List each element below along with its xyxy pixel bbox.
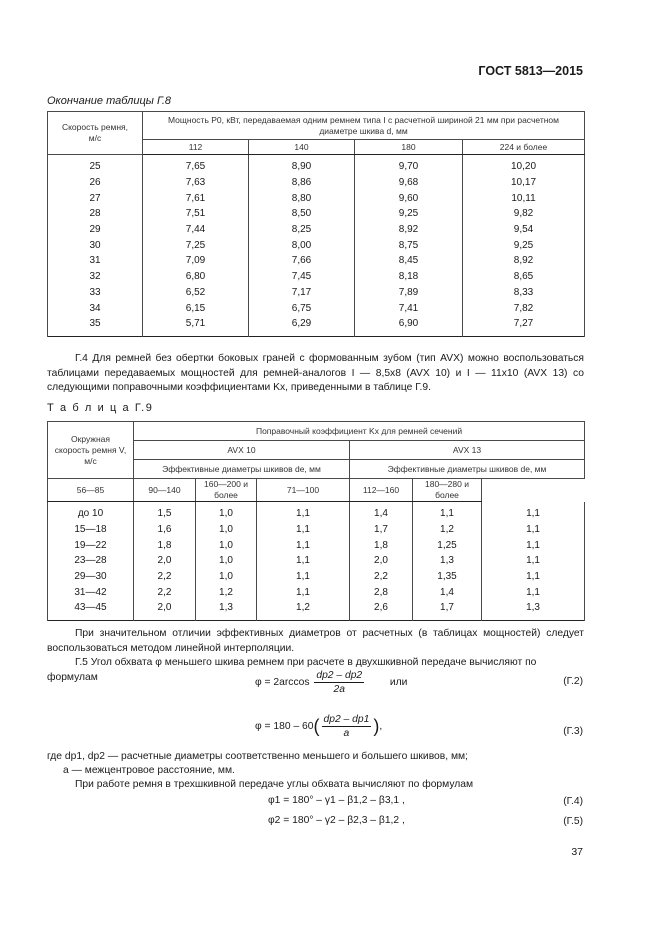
coefficient-cell: 1,3	[482, 600, 585, 620]
coefficient-cell: 1,4	[413, 584, 482, 600]
standard-number: ГОСТ 5813—2015	[478, 64, 583, 78]
coefficient-cell: 2,2	[134, 569, 196, 585]
coefficient-cell: 1,8	[134, 537, 196, 553]
power-cell: 7,41	[355, 300, 463, 316]
power-cell: 8,33	[463, 285, 585, 301]
coefficient-cell: 1,1	[257, 537, 350, 553]
power-cell: 7,51	[143, 206, 249, 222]
table-row	[48, 269, 585, 285]
t9-range-header: 160—200 и более	[196, 479, 257, 502]
coefficient-cell: 1,25	[413, 537, 482, 553]
paragraph-g4-text: Г.4 Для ремней без обертки боковых граней с формованным зубом (тип AVX) можно воспользоваться таблицами передаваемых мощностей для ремней-аналогов I — 8,5х8 (AVX 10) и I — 11х10 (AVX 13) со следующими поправочными коэффициентами Kx, приведенными в таблице Г.9.	[47, 353, 584, 393]
power-cell: 8,50	[249, 206, 355, 222]
formula-g3: φ = 180 – 60( $\frac{dp2 - dp1}{a}$ ),	[255, 714, 383, 739]
power-cell: 7,63	[143, 175, 249, 191]
table-row	[48, 316, 585, 336]
formula-g3-number: (Г.3)	[563, 726, 583, 737]
coefficient-cell: 1,0	[196, 537, 257, 553]
table-row	[48, 175, 585, 191]
t9-section-avx13: AVX 13	[350, 441, 585, 460]
coefficient-cell: 1,3	[196, 600, 257, 620]
power-cell: 7,66	[249, 253, 355, 269]
power-cell: 9,25	[355, 206, 463, 222]
t8-power-header: Мощность P0, кВт, передаваемая одним ремнем типа I с расчетной шириной 21 мм при расчетном диаметре шкива d, мм	[143, 112, 585, 140]
power-cell: 9,25	[463, 237, 585, 253]
coefficient-cell: 1,1	[482, 584, 585, 600]
coefficient-cell: 2,6	[350, 600, 413, 620]
power-cell: 9,70	[355, 155, 463, 175]
table-row	[48, 600, 585, 620]
formula-g4: φ1 = 180° – γ1 – β1,2 – β3,1 ,	[268, 795, 405, 806]
power-cell: 7,44	[143, 222, 249, 238]
table-g8-caption: Окончание таблицы Г.8	[47, 95, 171, 107]
coefficient-cell: 1,1	[257, 569, 350, 585]
power-cell: 7,89	[355, 285, 463, 301]
power-cell: 7,65	[143, 155, 249, 175]
t9-range-header: 56—85	[48, 479, 134, 502]
speed-cell: 25	[48, 155, 143, 175]
coefficient-cell: 1,1	[482, 502, 585, 522]
coefficient-cell: 1,8	[350, 537, 413, 553]
table-row	[48, 569, 585, 585]
t9-section-avx10: AVX 10	[134, 441, 350, 460]
power-cell: 10,17	[463, 175, 585, 191]
power-cell: 6,52	[143, 285, 249, 301]
coefficient-cell: 1,2	[196, 584, 257, 600]
table-row	[48, 237, 585, 253]
table-row	[48, 190, 585, 206]
speed-cell: 31	[48, 253, 143, 269]
t9-col-speed-header: Окружная скорость ремня V, м/с	[48, 422, 134, 479]
paragraph-three-pulley	[47, 778, 584, 793]
formula-g2	[255, 670, 407, 695]
coefficient-cell: 2,0	[350, 553, 413, 569]
coefficient-cell: 1,1	[257, 502, 350, 522]
coefficient-cell: 2,0	[134, 600, 196, 620]
power-cell: 8,45	[355, 253, 463, 269]
coefficient-cell: 2,8	[350, 584, 413, 600]
speed-cell: 29—30	[48, 569, 134, 585]
t8-diameter-header: 112	[143, 140, 249, 155]
power-cell: 6,75	[249, 300, 355, 316]
table-row	[48, 300, 585, 316]
coefficient-cell: 1,2	[257, 600, 350, 620]
t8-diameter-header: 140	[249, 140, 355, 155]
table-row	[48, 206, 585, 222]
power-cell: 7,82	[463, 300, 585, 316]
where-line-2: a — межцентровое расстояние, мм.	[63, 765, 235, 776]
coefficient-cell: 1,7	[413, 600, 482, 620]
t8-diameter-header: 224 и более	[463, 140, 585, 155]
table-g9-caption: Т а б л и ц а Г.9	[47, 402, 154, 414]
power-cell: 10,20	[463, 155, 585, 175]
speed-cell: до 10	[48, 502, 134, 522]
coefficient-cell: 2,0	[134, 553, 196, 569]
speed-cell: 23—28	[48, 553, 134, 569]
coefficient-cell: 1,4	[350, 502, 413, 522]
paragraph-three-pulley-text: При работе ремня в трехшкивной передаче углы обхвата вычисляют по формулам	[75, 779, 474, 790]
coefficient-cell: 1,0	[196, 502, 257, 522]
formula-g3-denominator: a	[343, 728, 350, 739]
coefficient-cell: 1,35	[413, 569, 482, 585]
coefficient-cell: 1,1	[257, 584, 350, 600]
speed-cell: 35	[48, 316, 143, 336]
coefficient-cell: 1,1	[482, 537, 585, 553]
table-row	[48, 553, 585, 569]
coefficient-cell: 1,0	[196, 569, 257, 585]
power-cell: 8,00	[249, 237, 355, 253]
power-cell: 9,68	[355, 175, 463, 191]
coefficient-cell: 1,7	[350, 522, 413, 538]
t8-diameter-header: 180	[355, 140, 463, 155]
formula-g2-denominator: 2a	[333, 684, 345, 695]
t9-range-header: 180—280 и более	[413, 479, 482, 502]
t9-range-header: 112—160	[350, 479, 413, 502]
power-cell: 9,60	[355, 190, 463, 206]
power-cell: 6,90	[355, 316, 463, 336]
coefficient-cell: 1,1	[482, 522, 585, 538]
table-row	[48, 285, 585, 301]
coefficient-cell: 1,1	[482, 553, 585, 569]
coefficient-cell: 1,1	[413, 502, 482, 522]
speed-cell: 30	[48, 237, 143, 253]
power-cell: 8,75	[355, 237, 463, 253]
speed-cell: 15—18	[48, 522, 134, 538]
formula-g2-number: (Г.2)	[563, 676, 583, 687]
paragraph-interpolation	[47, 627, 584, 656]
speed-cell: 43—45	[48, 600, 134, 620]
coefficient-cell: 1,0	[196, 553, 257, 569]
speed-cell: 28	[48, 206, 143, 222]
t9-diam-header-avx10: Эффективные диаметры шкивов de, мм	[134, 460, 350, 479]
power-cell: 6,15	[143, 300, 249, 316]
t9-range-header: 71—100	[257, 479, 350, 502]
t8-col-speed-header: Скорость ремня, м/с	[48, 112, 143, 155]
t9-diam-header-avx13: Эффективные диаметры шкивов de, мм	[350, 460, 585, 479]
speed-cell: 33	[48, 285, 143, 301]
power-cell: 7,25	[143, 237, 249, 253]
coefficient-cell: 1,2	[413, 522, 482, 538]
power-cell: 7,61	[143, 190, 249, 206]
power-cell: 8,80	[249, 190, 355, 206]
table-row	[48, 222, 585, 238]
power-cell: 6,80	[143, 269, 249, 285]
coefficient-cell: 1,6	[134, 522, 196, 538]
where-line-1: где dp1, dp2 — расчетные диаметры соответственно меньшего и большего шкивов, мм;	[47, 751, 468, 762]
formula-g3-numerator: dp2 – dp1	[323, 714, 370, 725]
power-cell: 7,09	[143, 253, 249, 269]
t9-range-header: 90—140	[134, 479, 196, 502]
power-cell: 5,71	[143, 316, 249, 336]
speed-cell: 34	[48, 300, 143, 316]
speed-cell: 19—22	[48, 537, 134, 553]
paragraph-g5-text: Г.5 Угол обхвата φ меньшего шкива ремнем при расчете в двухшкивной передаче вычисляют по формулам	[47, 657, 537, 683]
power-cell: 8,25	[249, 222, 355, 238]
formula-g3-lhs: φ = 180 – 60	[255, 721, 314, 733]
coefficient-cell: 1,3	[413, 553, 482, 569]
coefficient-cell: 2,2	[350, 569, 413, 585]
t9-coef-header: Поправочный коэффициент Kx для ремней сечений	[134, 422, 585, 441]
speed-cell: 31—42	[48, 584, 134, 600]
power-cell: 8,18	[355, 269, 463, 285]
paragraph-interpolation-text: При значительном отличии эффективных диаметров от расчетных (в таблицах мощностей) следует воспользоваться методом линейной интерполяции.	[47, 628, 584, 654]
formula-g2-lhs: φ = 2arccos	[255, 677, 310, 689]
power-cell: 8,86	[249, 175, 355, 191]
table-row	[48, 155, 585, 175]
formula-g2-numerator: dp2 – dp2	[316, 670, 363, 681]
speed-cell: 32	[48, 269, 143, 285]
power-cell: 9,82	[463, 206, 585, 222]
table-row	[48, 537, 585, 553]
table-row	[48, 584, 585, 600]
coefficient-cell: 2,2	[134, 584, 196, 600]
paragraph-g4	[47, 352, 584, 396]
table-row	[48, 253, 585, 269]
power-cell: 8,65	[463, 269, 585, 285]
power-cell: 7,27	[463, 316, 585, 336]
formula-g4-number: (Г.4)	[563, 796, 583, 807]
table-row	[48, 502, 585, 522]
speed-cell: 26	[48, 175, 143, 191]
power-cell: 8,90	[249, 155, 355, 175]
power-cell: 6,29	[249, 316, 355, 336]
speed-cell: 29	[48, 222, 143, 238]
power-cell: 9,54	[463, 222, 585, 238]
coefficient-cell: 1,0	[196, 522, 257, 538]
coefficient-cell: 1,5	[134, 502, 196, 522]
page-number: 37	[571, 846, 583, 858]
formula-g5-number: (Г.5)	[563, 816, 583, 827]
power-cell: 10,11	[463, 190, 585, 206]
coefficient-cell: 1,1	[257, 553, 350, 569]
formula-g5: φ2 = 180° – γ2 – β2,3 – β1,2 ,	[268, 815, 405, 826]
speed-cell: 27	[48, 190, 143, 206]
power-cell: 7,17	[249, 285, 355, 301]
table-row	[48, 522, 585, 538]
table-g8	[47, 111, 585, 337]
power-cell: 8,92	[355, 222, 463, 238]
table-g9	[47, 421, 585, 621]
formula-g2-or: или	[389, 677, 408, 689]
coefficient-cell: 1,1	[482, 569, 585, 585]
power-cell: 7,45	[249, 269, 355, 285]
coefficient-cell: 1,1	[257, 522, 350, 538]
power-cell: 8,92	[463, 253, 585, 269]
